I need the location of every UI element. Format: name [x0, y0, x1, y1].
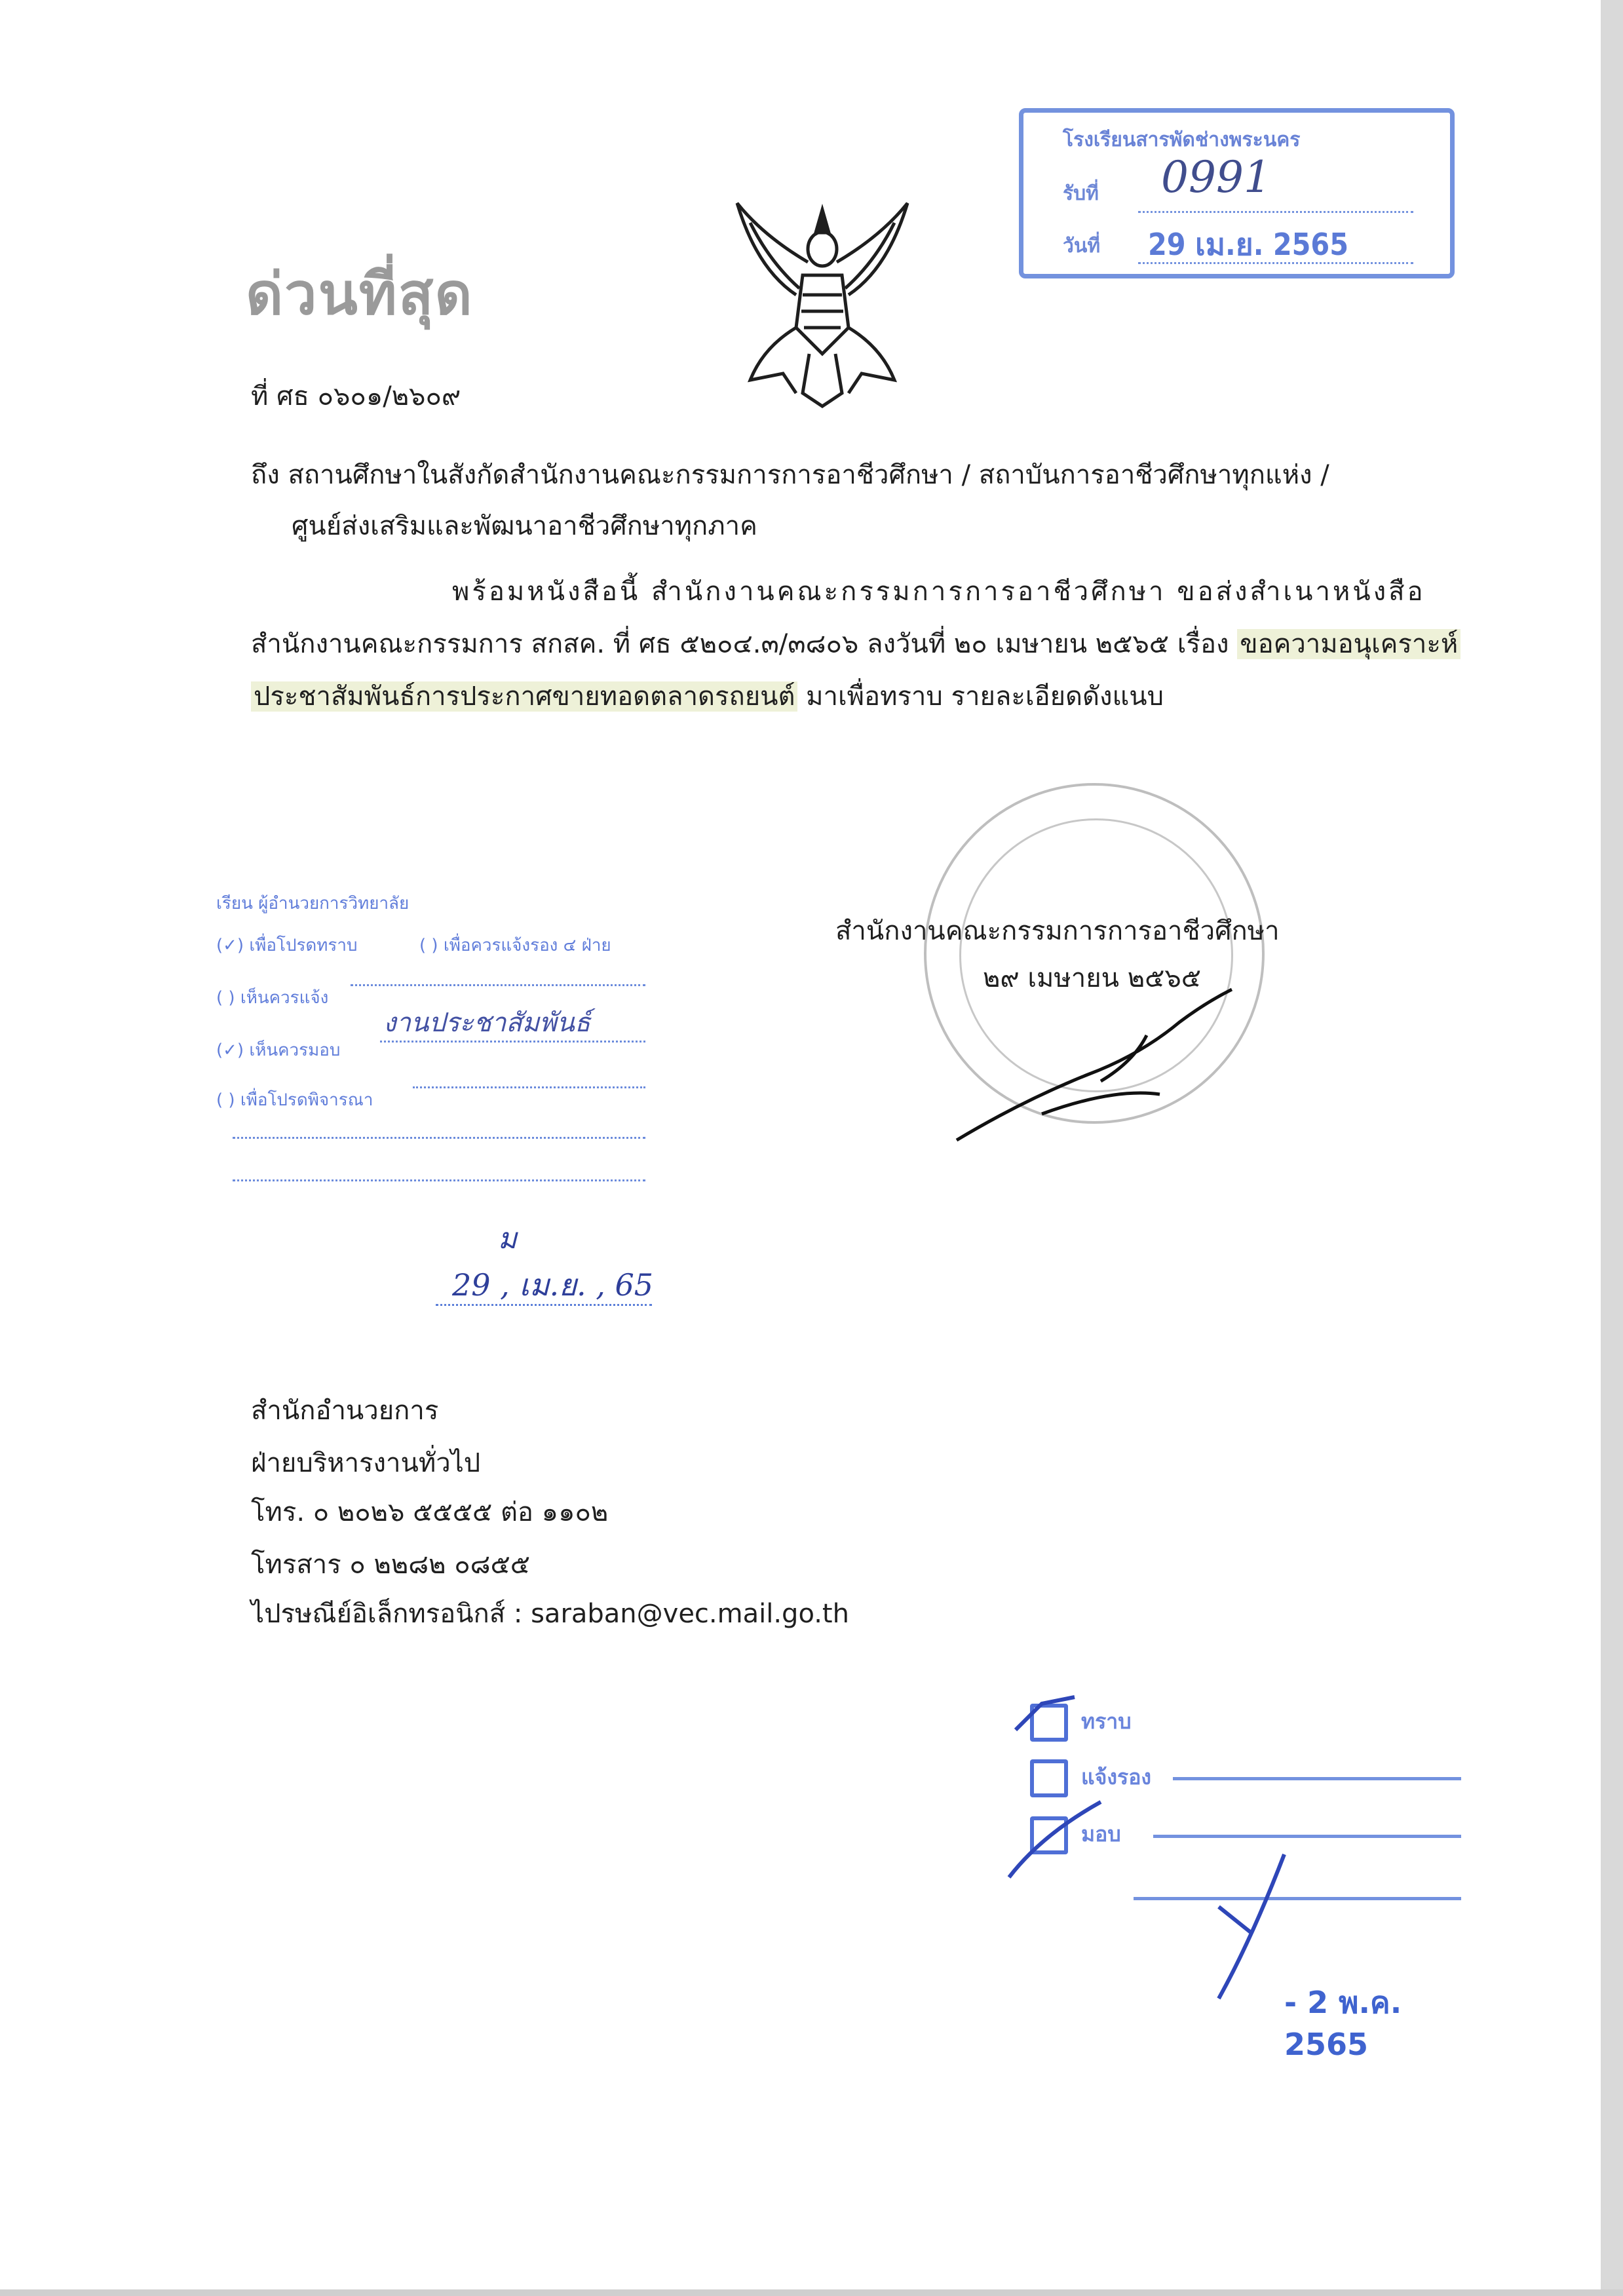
- footer-tel: โทร. ๐ ๒๐๒๖ ๕๕๕๕ ต่อ ๑๑๐๒: [251, 1497, 609, 1527]
- body-line-3: [251, 675, 1164, 717]
- footer-fax: โทรสาร ๐ ๒๒๘๒ ๐๘๕๕: [251, 1550, 531, 1580]
- footer-division: ฝ่ายบริหารงานทั่วไป: [251, 1448, 481, 1478]
- subject-highlight-2: ประชาสัมพันธ์การประกาศขายทอดตลาดรถยนต์: [251, 681, 797, 712]
- receipt-date: 29 เม.ย. 2565: [1148, 227, 1349, 262]
- body-line-2: [251, 622, 1461, 664]
- routing-assign-handwriting: งานประชาสัมพันธ์: [383, 1008, 591, 1038]
- action-label-2: แจ้งรอง: [1081, 1765, 1152, 1789]
- receipt-stamp-org: โรงเรียนสารพัดช่างพระนคร: [1063, 128, 1301, 151]
- scan-edge-right: [1601, 0, 1623, 2296]
- routing-option-notify-deputies: ( ) เพื่อควรแจ้งรอง ๔ ฝ่าย: [419, 936, 611, 955]
- routing-option-assign: (✓) เห็นควรมอบ: [216, 1041, 341, 1060]
- action-stamp: [1002, 1691, 1474, 2062]
- routing-stamp: [216, 878, 675, 1186]
- receipt-no-line: [1138, 211, 1413, 213]
- receipt-stamp-no-label: รับที่: [1063, 182, 1099, 205]
- receipt-stamp-date-label: วันที่: [1063, 235, 1101, 258]
- handwritten-initials: ม: [498, 1222, 518, 1255]
- urgency-stamp: ด่วนที่สุด: [246, 260, 474, 328]
- signing-date: ๒๙ เมษายน ๒๕๖๕: [983, 963, 1202, 993]
- handwritten-date: 29 , เม.ย. , 65: [452, 1267, 654, 1303]
- recipient-line-2: ศูนย์ส่งเสริมและพัฒนาอาชีวศึกษาทุกภาค: [292, 511, 757, 541]
- signature-icon: [944, 976, 1258, 1153]
- body-line-2-text: สำนักงานคณะกรรมการ สกสค. ที่ ศธ ๕๒๐๔.๓/๓๘๐๖ ลงวันที่ ๒๐ เมษายน ๒๕๖๕ เรื่อง: [251, 629, 1238, 659]
- receipt-number: 0991: [1161, 152, 1271, 202]
- recipient-line-1: ถึง สถานศึกษาในสังกัดสำนักงานคณะกรรมการการอาชีวศึกษา / สถาบันการอาชีวศึกษาทุกแห่ง /: [251, 460, 1329, 490]
- reference-number: ที่ ศธ ๐๖๐๑/๒๖๐๙: [251, 381, 461, 411]
- routing-option-acknowledge: (✓) เพื่อโปรดทราบ: [216, 936, 358, 955]
- signing-organization: สำนักงานคณะกรรมการการอาชีวศึกษา: [835, 916, 1280, 946]
- action-label-3: มอบ: [1081, 1822, 1121, 1846]
- garuda-emblem-icon: [724, 197, 921, 413]
- handwritten-date-line: [436, 1304, 652, 1306]
- routing-line-consider: [413, 1086, 645, 1088]
- action-label-1: ทราบ: [1081, 1709, 1132, 1734]
- scan-edge-bottom: [0, 2289, 1623, 2296]
- footer-email: ไปรษณีย์อิเล็กทรอนิกส์ : saraban@vec.mail.go.th: [251, 1599, 849, 1629]
- body-line-3-text: มาเพื่อทราบ รายละเอียดดังแนบ: [797, 681, 1164, 712]
- routing-option-notify: ( ) เห็นควรแจ้ง: [216, 988, 329, 1008]
- routing-line-blank-2: [233, 1179, 645, 1181]
- receipt-stamp: [1019, 108, 1455, 278]
- receipt-date-line: [1138, 262, 1413, 264]
- footer-office: สำนักอำนวยการ: [251, 1396, 439, 1426]
- routing-line-blank-1: [233, 1137, 645, 1139]
- routing-salutation: เรียน ผู้อำนวยการวิทยาลัย: [216, 894, 410, 913]
- action-stamp-date: - 2 พ.ค. 2565: [1284, 1985, 1402, 2062]
- body-line-1: พร้อมหนังสือนี้ สำนักงานคณะกรรมการการอาชีวศึกษา ขอส่งสำเนาหนังสือ: [452, 577, 1426, 607]
- routing-line-notify: [351, 984, 645, 986]
- subject-highlight-1: ขอความอนุเคราะห์: [1237, 629, 1461, 659]
- routing-option-consider: ( ) เพื่อโปรดพิจารณา: [216, 1090, 373, 1110]
